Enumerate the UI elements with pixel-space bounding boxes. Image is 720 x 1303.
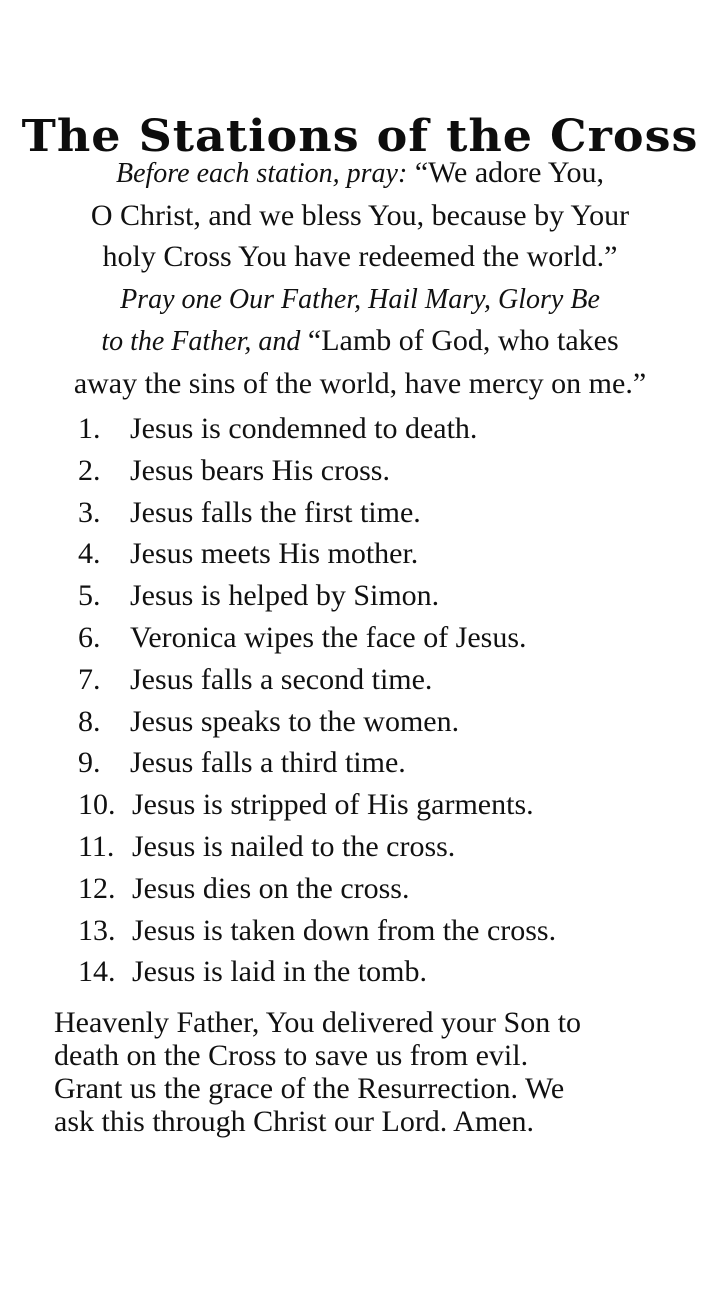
intro-line-6: away the sins of the world, have mercy on me.” (73, 366, 647, 400)
station-number: 1. (78, 412, 101, 445)
closing-line-2: death on the Cross to save us from evil. (54, 1039, 529, 1072)
station-number: 6. (78, 620, 101, 654)
station-number: 5. (78, 579, 101, 613)
station-number: 14. (78, 955, 116, 989)
station-number: 10. (78, 788, 116, 822)
station-number: 3. (78, 495, 101, 529)
intro-line-3: holy Cross You have redeemed the world.” (102, 240, 618, 273)
list-item (78, 450, 698, 492)
station-number: 2. (78, 453, 101, 487)
list-item (78, 951, 698, 993)
list-item (78, 910, 698, 952)
list-item (78, 492, 698, 534)
closing-line-3: Grant us the grace of the Resurrection. We (54, 1072, 565, 1105)
station-text: Jesus bears His cross. (130, 453, 390, 487)
list-item (78, 408, 698, 450)
intro-line-1 (0, 152, 720, 195)
closing-prayer (54, 1006, 694, 1138)
station-text: Jesus is taken down from the cross. (132, 913, 557, 947)
list-item (78, 826, 698, 868)
station-text: Jesus speaks to the women. (130, 704, 460, 738)
station-number: 11. (78, 829, 115, 863)
intro-line-1-italic: Before each station, pray: (115, 158, 408, 189)
station-text: Jesus is nailed to the cross. (132, 829, 456, 863)
page-title: The Stations of the Cross (21, 110, 699, 162)
list-item (78, 701, 698, 743)
intro-instructions (0, 152, 720, 404)
intro-line-4 (0, 278, 720, 321)
station-number: 9. (78, 746, 101, 780)
intro-line-5-italic: to the Father, and (101, 326, 301, 357)
closing-line-4: ask this through Christ our Lord. Amen. (54, 1105, 534, 1138)
station-text: Jesus is condemned to death. (130, 412, 478, 445)
station-text: Jesus is helped by Simon. (130, 579, 440, 613)
intro-line-1-text: “We adore You, (407, 156, 605, 189)
station-text: Jesus falls a second time. (130, 662, 433, 696)
station-number: 7. (78, 662, 101, 696)
list-item (78, 742, 698, 784)
list-item (78, 784, 698, 826)
station-number: 12. (78, 871, 116, 905)
station-number: 4. (78, 537, 101, 571)
intro-line-2: O Christ, and we bless You, because by Your (90, 198, 630, 232)
list-item (78, 659, 698, 701)
station-text: Jesus dies on the cross. (132, 871, 410, 905)
stations-list (78, 408, 698, 993)
intro-line-5 (0, 320, 720, 363)
station-text: Jesus falls a third time. (130, 746, 406, 780)
intro-line-5-text: “Lamb of God, who takes (300, 324, 619, 357)
intro-line-4-italic: Pray one Our Father, Hail Mary, Glory Be (120, 283, 600, 315)
closing-line-1: Heavenly Father, You delivered your Son to (54, 1006, 582, 1039)
station-text: Jesus is laid in the tomb. (132, 955, 427, 989)
list-item (78, 533, 698, 575)
list-item (78, 575, 698, 617)
station-number: 8. (78, 704, 101, 738)
station-text: Veronica wipes the face of Jesus. (130, 620, 527, 654)
list-item (78, 868, 698, 910)
station-number: 13. (78, 913, 116, 947)
list-item (78, 617, 698, 659)
station-text: Jesus is stripped of His garments. (132, 788, 534, 822)
station-text: Jesus meets His mother. (130, 537, 419, 571)
station-text: Jesus falls the first time. (130, 495, 421, 529)
